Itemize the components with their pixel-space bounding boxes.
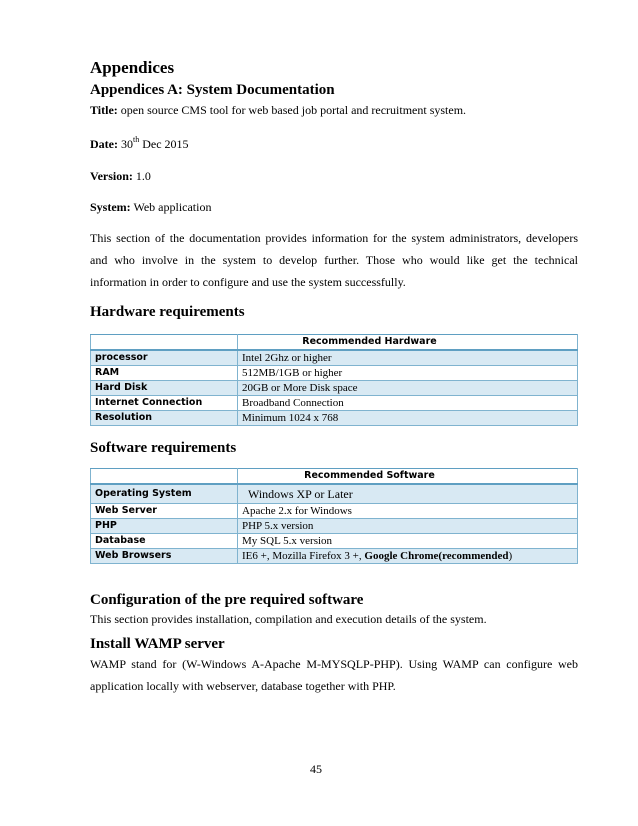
config-text: This section provides installation, compilation and execution details of the system. <box>90 612 487 626</box>
hardware-value: 20GB or More Disk space <box>238 381 578 396</box>
hardware-value: Minimum 1024 x 768 <box>238 411 578 426</box>
intro-paragraph <box>90 227 578 293</box>
software-name: PHP <box>91 519 238 534</box>
hardware-value: Broadband Connection <box>238 396 578 411</box>
software-name: Web Server <box>91 504 238 519</box>
software-value: Apache 2.x for Windows <box>238 504 578 519</box>
hardware-column-header: Recommended Hardware <box>238 335 578 351</box>
hardware-name: Internet Connection <box>91 396 238 411</box>
meta-system-label: System: <box>90 200 131 214</box>
hardware-name: Resolution <box>91 411 238 426</box>
software-value: My SQL 5.x version <box>238 534 578 549</box>
meta-title <box>90 103 466 118</box>
software-name: Operating System <box>91 484 238 504</box>
browser-close-paren: ) <box>508 550 513 562</box>
hardware-header-blank <box>91 335 238 351</box>
table-row <box>91 484 578 504</box>
table-row <box>91 504 578 519</box>
page-heading: Appendices <box>90 58 175 77</box>
meta-version-label: Version: <box>90 169 133 183</box>
software-header-blank <box>91 469 238 485</box>
software-header-row <box>91 469 578 485</box>
table-row <box>91 549 578 564</box>
meta-date-label: Date: <box>90 137 118 151</box>
table-row <box>91 519 578 534</box>
appendix-a-heading: Appendices A: System Documentation <box>90 82 335 98</box>
intro-line: and who involve in the system to develop further. Those who would like get the technical <box>90 253 578 267</box>
software-table <box>90 468 578 564</box>
meta-date-day: 30 <box>120 137 133 151</box>
software-value: Windows XP or Later <box>238 484 578 504</box>
hardware-name: processor <box>91 350 238 366</box>
hardware-value: Intel 2Ghz or higher <box>238 350 578 366</box>
meta-title-value: open source CMS tool for web based job portal and recruitment system. <box>120 103 467 117</box>
intro-line: This section of the documentation provides information for the system administrators, developers <box>90 231 578 245</box>
software-heading: Software requirements <box>90 440 237 456</box>
recommended-browser: Google Chrome(recommended <box>364 550 509 562</box>
hardware-table <box>90 334 578 426</box>
page-number: 45 <box>310 762 322 776</box>
software-value: PHP 5.x version <box>238 519 578 534</box>
meta-system-value: Web application <box>133 200 212 214</box>
table-row <box>91 534 578 549</box>
wamp-paragraph <box>90 653 578 697</box>
wamp-heading: Install WAMP server <box>90 636 225 652</box>
wamp-line: WAMP stand for (W-Windows A-Apache M-MYSQLP-PHP). Using WAMP can configure web <box>90 657 578 671</box>
intro-line: information in order to configure and use the system successfully. <box>90 275 406 289</box>
table-row <box>91 381 578 396</box>
meta-date <box>90 137 189 152</box>
software-name: Web Browsers <box>91 549 238 564</box>
hardware-heading: Hardware requirements <box>90 304 245 320</box>
hardware-name: Hard Disk <box>91 381 238 396</box>
meta-date-rest: Dec 2015 <box>142 137 189 151</box>
meta-version <box>90 169 151 184</box>
hardware-header-row <box>91 335 578 351</box>
table-row <box>91 411 578 426</box>
browser-list: IE6 +, Mozilla Firefox 3 +, <box>242 550 365 562</box>
software-name: Database <box>91 534 238 549</box>
hardware-name: RAM <box>91 366 238 381</box>
meta-title-label: Title: <box>90 103 118 117</box>
wamp-line: application locally with webserver, database together with PHP. <box>90 679 396 693</box>
config-heading: Configuration of the pre required software <box>90 592 364 608</box>
software-value <box>238 549 578 564</box>
table-row <box>91 366 578 381</box>
table-row <box>91 350 578 366</box>
table-row <box>91 396 578 411</box>
meta-date-sup: th <box>132 135 140 144</box>
meta-system <box>90 200 211 215</box>
hardware-value: 512MB/1GB or higher <box>238 366 578 381</box>
meta-version-value: 1.0 <box>135 169 151 183</box>
software-column-header: Recommended Software <box>238 469 578 485</box>
